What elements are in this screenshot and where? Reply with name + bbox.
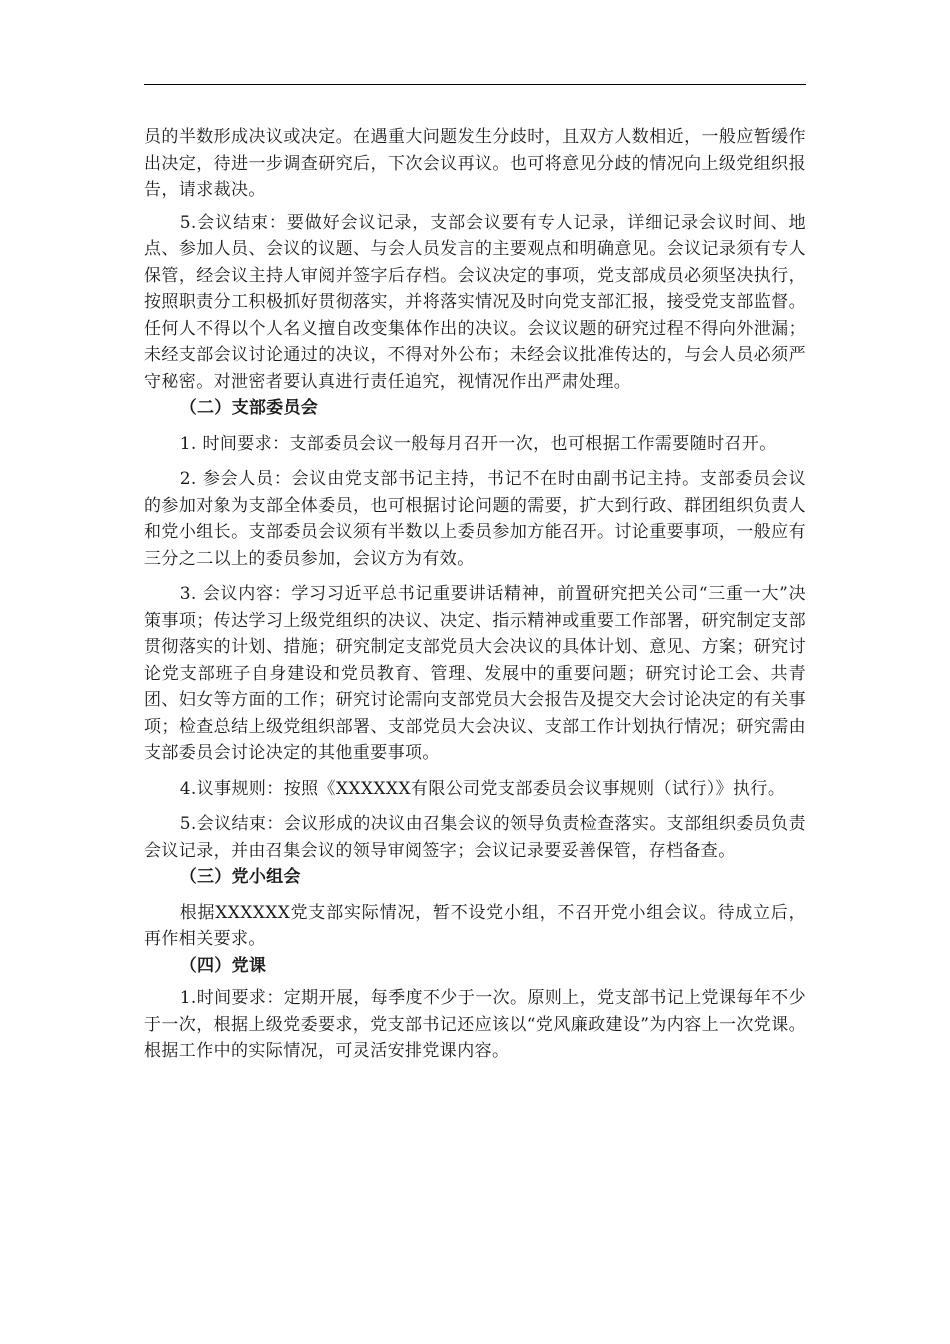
paragraph-committee-conclusion: 5.会议结束：会议形成的决议由召集会议的领导负责检查落实。支部组织委员负责会议记录，并由召集会议的领导审阅签字；会议记录要妥善保管，存档备查。 <box>144 814 806 861</box>
paragraph-lecture-time: 1.时间要求：定期开展，每季度不少于一次。原则上，党支部书记上党课每年不少于一次，根据上级党委要求，党支部书记还应该以“党风廉政建设”为内容上一次党课。根据工作中的实际情况，可灵活安排党课内容。 <box>144 988 806 1061</box>
header-rule <box>144 84 806 85</box>
paragraph-time-requirement: 1. 时间要求：支部委员会议一般每月召开一次，也可根据工作需要随时召开。 <box>179 433 777 454</box>
paragraph-attendees: 2. 参会人员：会议由党支部书记主持，书记不在时由副书记主持。支部委员会议的参加对象为支部全体委员，也可根据讨论问题的需要，扩大到行政、群团组织负责人和党小组长。支部委员会议须有半数以上委员参加方能召开。讨论重要事项，一般应有三分之二以上的委员参加，会议方为有效。 <box>144 469 806 569</box>
section-heading-branch-committee: （二）支部委员会 <box>179 398 319 418</box>
document-body <box>144 124 806 1065</box>
section-heading-party-lecture: （四）党课 <box>179 955 267 976</box>
paragraph-rules: 4.议事规则：按照《XXXXXX有限公司党支部委员会议事规则（试行）》执行。 <box>179 778 786 799</box>
section-heading-party-group: （三）党小组会 <box>179 867 301 887</box>
paragraph-meeting-conclusion: 5.会议结束：要做好会议记录，支部会议要有专人记录，详细记录会议时间、地点、参加人员、会议的议题、与会人员发言的主要观点和明确意见。会议记录须有专人保管，经会议主持人审阅并签字后存档。会议决定的事项，党支部成员必须坚决执行，按照职责分工积极抓好贯彻落实，并将落实情况及时向党支部汇报，接受党支部监督。任何人不得以个人名义擅自改变集体作出的决议。会议议题的研究过程不得向外泄漏；未经支部会议讨论通过的决议，不得对外公布；未经会议批准传达的，与会人员必须严守秘密。对泄密者要认真进行责任追究，视情况作出严肃处理。 <box>144 212 806 392</box>
paragraph-continuation: 员的半数形成决议或决定。在遇重大问题发生分歧时，且双方人数相近，一般应暂缓作出决定，待进一步调查研究后，下次会议再议。也可将意见分歧的情况向上级党组织报告，请求裁决。 <box>144 127 806 200</box>
paragraph-party-group: 根据XXXXXX党支部实际情况，暂不设党小组，不召开党小组会议。待成立后，再作相关要求。 <box>144 902 806 949</box>
paragraph-meeting-content: 3. 会议内容：学习习近平总书记重要讲话精神，前置研究把关公司“三重一大”决策事项；传达学习上级党组织的决议、决定、指示精神或重要工作部署，研究制定支部贯彻落实的计划、措施；研究制定支部党员大会决议的具体计划、意见、方案；研究讨论党支部班子自身建设和党员教育、管理、发展中的重要问题；研究讨论工会、共青团、妇女等方面的工作；研究讨论需向支部党员大会报告及提交大会讨论决定的有关事项；检查总结上级党组织部署、支部党员大会决议、支部工作计划执行情况；研究需由支部委员会讨论决定的其他重要事项。 <box>144 584 806 763</box>
